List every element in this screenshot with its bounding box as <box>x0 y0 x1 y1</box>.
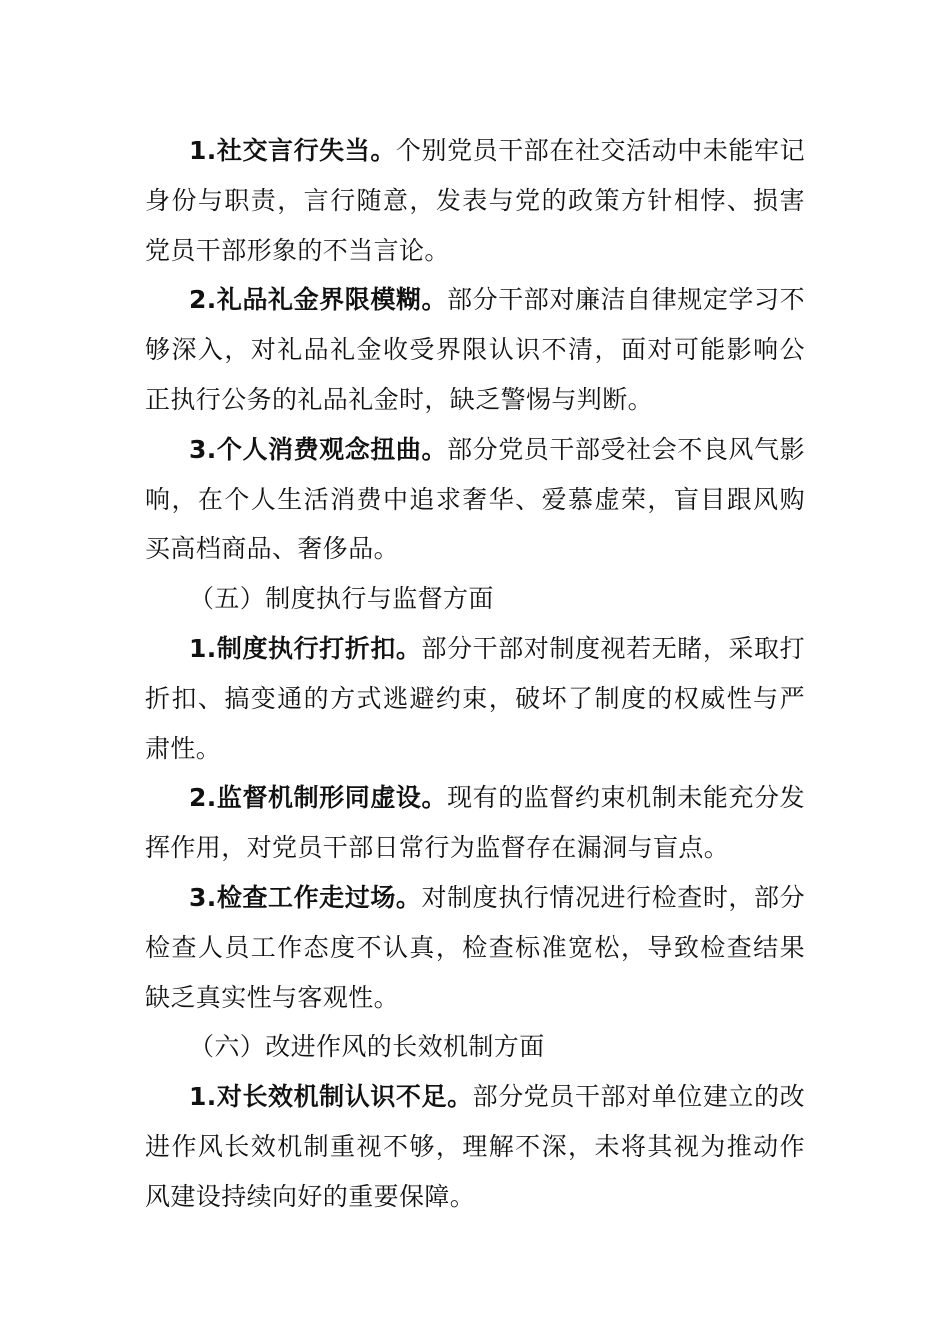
paragraph-text: 现有的监督约束机制未能充分发挥作用，对党员干部日常行为监督存在漏洞与盲点。 <box>145 783 805 863</box>
paragraph-gift-boundaries <box>145 275 805 424</box>
paragraph-system-execution <box>145 624 805 773</box>
paragraph-consumption-values <box>145 425 805 574</box>
paragraph-lead: 1.社交言行失当。 <box>189 136 396 165</box>
paragraph-lead: 1.对长效机制认识不足。 <box>189 1082 473 1112</box>
paragraph-text: 部分党员干部对单位建立的改进作风长效机制重视不够，理解不深，未将其视为推动作风建设持续向好的重要保障。 <box>145 1082 805 1211</box>
paragraph-lead: 1.制度执行打折扣。 <box>189 633 422 663</box>
paragraph-lead: 2.监督机制形同虚设。 <box>189 783 448 813</box>
paragraph-lead: 3.检查工作走过场。 <box>189 882 422 912</box>
paragraph-social-conduct <box>145 126 805 275</box>
paragraph-long-term-mechanism <box>145 1072 805 1221</box>
paragraph-text: 对制度执行情况进行检查时，部分检查人员工作态度不认真，检查标准宽松，导致检查结果缺乏真实性与客观性。 <box>145 882 805 1012</box>
paragraph-text: 部分党员干部受社会不良风气影响，在个人生活消费中追求奢华、爱慕虚荣，盲目跟风购买高档商品、奢侈品。 <box>145 434 805 564</box>
paragraph-text: 部分干部对廉洁自律规定学习不够深入，对礼品礼金收受界限认识不清，面对可能影响公正执行公务的礼品礼金时，缺乏警惕与判断。 <box>145 285 805 414</box>
paragraph-supervision-mechanism <box>145 773 805 873</box>
paragraph-lead: 3.个人消费观念扭曲。 <box>189 434 448 464</box>
paragraph-inspection-work <box>145 873 805 1022</box>
section-heading-six: （六）改进作风的长效机制方面 <box>189 1032 545 1062</box>
paragraph-text: 部分干部对制度视若无睹，采取打折扣、搞变通的方式逃避约束，破坏了制度的权威性与严肃性。 <box>145 633 805 763</box>
paragraph-lead: 2.礼品礼金界限模糊。 <box>189 285 448 315</box>
paragraph-text: 个别党员干部在社交活动中未能牢记身份与职责，言行随意，发表与党的政策方针相悖、损害党员干部形象的不当言论。 <box>145 136 805 265</box>
section-heading-five: （五）制度执行与监督方面 <box>189 584 494 614</box>
document-body <box>145 126 805 1222</box>
